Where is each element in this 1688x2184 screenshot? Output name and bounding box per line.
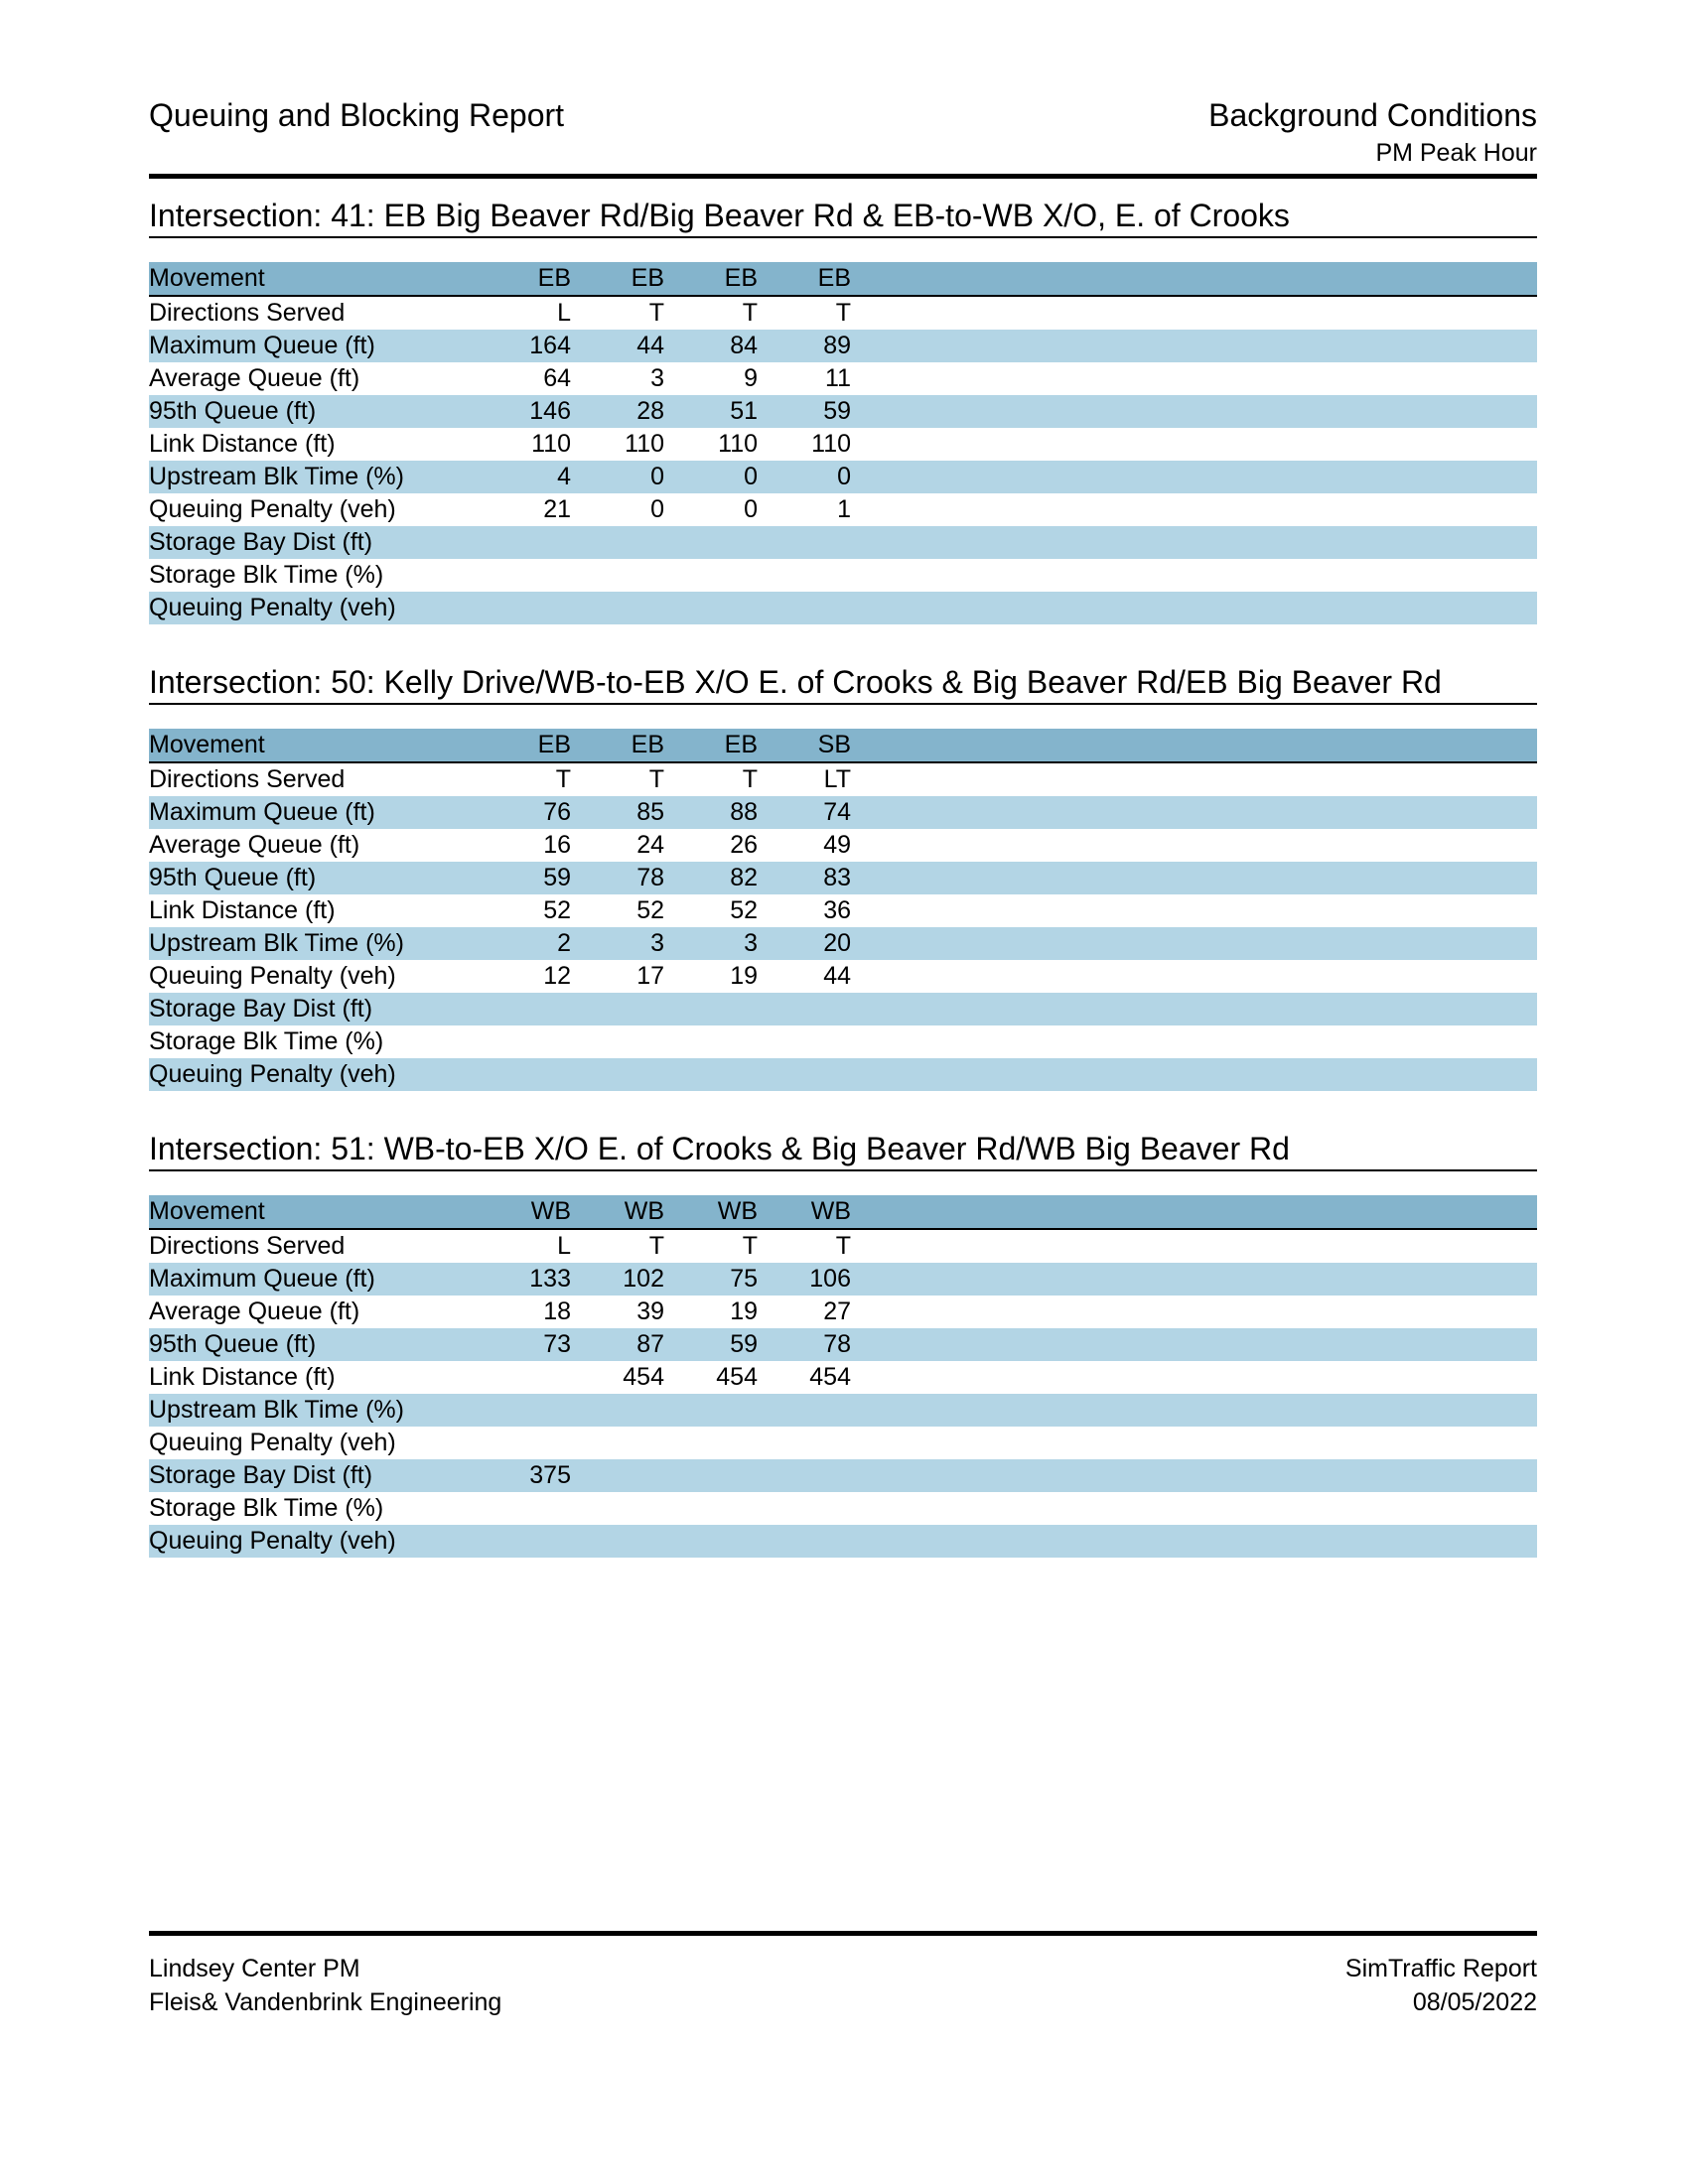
cell-value: EB bbox=[480, 262, 573, 296]
cell-value bbox=[760, 1025, 853, 1058]
row-filler bbox=[853, 1263, 1537, 1296]
cell-value: 106 bbox=[760, 1263, 853, 1296]
row-filler bbox=[853, 894, 1537, 927]
row-label: Link Distance (ft) bbox=[149, 1363, 336, 1391]
cell-value: 52 bbox=[636, 896, 664, 924]
cell-value bbox=[480, 1025, 573, 1058]
row-filler bbox=[853, 296, 1537, 330]
cell-value: 4 bbox=[480, 461, 573, 493]
table-row bbox=[149, 330, 1537, 362]
row-label: Average Queue (ft) bbox=[149, 831, 360, 859]
cell-value: 51 bbox=[666, 395, 760, 428]
cell-value: 87 bbox=[573, 1328, 666, 1361]
row-label: Storage Bay Dist (ft) bbox=[149, 993, 480, 1025]
cell-value: 78 bbox=[573, 862, 666, 894]
cell-value bbox=[573, 1394, 666, 1427]
cell-value bbox=[666, 559, 760, 592]
cell-value: 454 bbox=[716, 1363, 758, 1391]
row-filler bbox=[853, 461, 1537, 493]
row-label: Queuing Penalty (veh) bbox=[149, 1058, 480, 1091]
table-row bbox=[149, 1328, 1537, 1361]
cell-value bbox=[760, 1394, 853, 1427]
cell-value: 59 bbox=[760, 395, 853, 428]
cell-value bbox=[573, 1058, 666, 1091]
cell-value: 59 bbox=[480, 862, 573, 894]
cell-value: 44 bbox=[823, 962, 851, 990]
cell-value bbox=[666, 1427, 760, 1459]
cell-value: 83 bbox=[760, 862, 853, 894]
row-label: Storage Blk Time (%) bbox=[149, 1027, 384, 1055]
row-filler bbox=[853, 1025, 1537, 1058]
table-row bbox=[149, 395, 1537, 428]
row-filler bbox=[853, 1394, 1537, 1427]
row-label: Maximum Queue (ft) bbox=[149, 1263, 480, 1296]
cell-value bbox=[760, 1459, 853, 1492]
section-title: Intersection: 51: WB-to-EB X/O E. of Crooks & Big Beaver Rd/WB Big Beaver Rd bbox=[149, 1128, 1537, 1171]
cell-value: 52 bbox=[543, 896, 571, 924]
cell-value: 20 bbox=[760, 927, 853, 960]
cell-value bbox=[573, 526, 666, 559]
cell-value: 19 bbox=[730, 1297, 758, 1325]
cell-value: 24 bbox=[636, 831, 664, 859]
cell-value: 164 bbox=[480, 330, 573, 362]
row-label: 95th Queue (ft) bbox=[149, 862, 480, 894]
cell-value: T bbox=[648, 1232, 664, 1260]
cell-value bbox=[573, 1525, 666, 1558]
cell-value: 89 bbox=[760, 330, 853, 362]
cell-value: 110 bbox=[718, 430, 758, 458]
row-label: Maximum Queue (ft) bbox=[149, 796, 480, 829]
cell-value bbox=[760, 993, 853, 1025]
cell-value: 3 bbox=[573, 927, 666, 960]
cell-value: 2 bbox=[480, 927, 573, 960]
table-row bbox=[149, 296, 1537, 330]
row-label: Directions Served bbox=[149, 1232, 346, 1260]
cell-value bbox=[480, 526, 573, 559]
table-row bbox=[149, 362, 1537, 395]
row-filler bbox=[853, 428, 1537, 461]
table-row bbox=[149, 960, 1537, 993]
cell-value bbox=[480, 1058, 573, 1091]
table-row bbox=[149, 1229, 1537, 1263]
report-title: Queuing and Blocking Report bbox=[149, 97, 565, 133]
row-filler bbox=[853, 993, 1537, 1025]
footer-company: Fleis& Vandenbrink Engineering bbox=[149, 1988, 502, 2016]
cell-value: EB bbox=[480, 729, 573, 762]
table-row bbox=[149, 862, 1537, 894]
cell-value: L bbox=[557, 299, 571, 327]
cell-value: T bbox=[835, 299, 851, 327]
cell-value: 9 bbox=[744, 364, 758, 392]
row-filler bbox=[853, 862, 1537, 894]
row-label: 95th Queue (ft) bbox=[149, 1328, 480, 1361]
cell-value bbox=[666, 1025, 760, 1058]
cell-value: 454 bbox=[809, 1363, 851, 1391]
intersection-51-section bbox=[149, 1128, 1537, 1558]
row-filler bbox=[853, 592, 1537, 624]
cell-value bbox=[666, 1525, 760, 1558]
cell-value bbox=[760, 1058, 853, 1091]
cell-value bbox=[666, 592, 760, 624]
cell-value: 39 bbox=[636, 1297, 664, 1325]
table-row bbox=[149, 1025, 1537, 1058]
row-filler bbox=[853, 1525, 1537, 1558]
row-label: Upstream Blk Time (%) bbox=[149, 461, 480, 493]
cell-value: 64 bbox=[543, 364, 571, 392]
cell-value bbox=[760, 559, 853, 592]
table-row bbox=[149, 1525, 1537, 1558]
row-label: Queuing Penalty (veh) bbox=[149, 592, 480, 624]
row-label: Storage Blk Time (%) bbox=[149, 1494, 384, 1522]
row-label: Queuing Penalty (veh) bbox=[149, 495, 396, 523]
cell-value bbox=[573, 559, 666, 592]
table-row bbox=[149, 526, 1537, 559]
table-row bbox=[149, 461, 1537, 493]
cell-value: 74 bbox=[760, 796, 853, 829]
section-title: Intersection: 41: EB Big Beaver Rd/Big Beaver Rd & EB-to-WB X/O, E. of Crooks bbox=[149, 195, 1537, 238]
cell-value: 12 bbox=[543, 962, 571, 990]
cell-value: T bbox=[742, 1232, 758, 1260]
cell-value: 102 bbox=[573, 1263, 666, 1296]
section-title: Intersection: 50: Kelly Drive/WB-to-EB X/O E. of Crooks & Big Beaver Rd/EB Big Beaver Rd bbox=[149, 661, 1537, 705]
table-row bbox=[149, 927, 1537, 960]
cell-value: 18 bbox=[543, 1297, 571, 1325]
cell-value bbox=[573, 1459, 666, 1492]
cell-value: 52 bbox=[730, 896, 758, 924]
cell-value bbox=[760, 1525, 853, 1558]
cell-value: 44 bbox=[573, 330, 666, 362]
row-filler bbox=[853, 762, 1537, 796]
cell-value bbox=[480, 1427, 573, 1459]
row-label: Queuing Penalty (veh) bbox=[149, 962, 396, 990]
cell-value: 27 bbox=[823, 1297, 851, 1325]
row-label: Movement bbox=[149, 262, 480, 296]
header-rule bbox=[149, 174, 1537, 179]
cell-value: EB bbox=[666, 729, 760, 762]
intersection-41-section bbox=[149, 195, 1537, 624]
queue-table bbox=[149, 729, 1537, 1091]
page-header bbox=[149, 95, 1537, 179]
cell-value: 3 bbox=[650, 364, 664, 392]
footer-report-type: SimTraffic Report bbox=[1344, 1955, 1537, 1982]
cell-value: T bbox=[742, 765, 758, 793]
cell-value bbox=[666, 1492, 760, 1525]
row-filler bbox=[853, 493, 1537, 526]
cell-value: 73 bbox=[480, 1328, 573, 1361]
table-row bbox=[149, 1263, 1537, 1296]
row-filler bbox=[853, 829, 1537, 862]
row-label: Queuing Penalty (veh) bbox=[149, 1525, 480, 1558]
cell-value: T bbox=[555, 765, 571, 793]
cell-value: 1 bbox=[837, 495, 851, 523]
row-filler bbox=[853, 729, 1537, 762]
row-label: Average Queue (ft) bbox=[149, 364, 360, 392]
table-row bbox=[149, 829, 1537, 862]
cell-value: 0 bbox=[744, 495, 758, 523]
table-row bbox=[149, 428, 1537, 461]
row-label: Storage Bay Dist (ft) bbox=[149, 526, 480, 559]
row-filler bbox=[853, 1361, 1537, 1394]
cell-value: 75 bbox=[666, 1263, 760, 1296]
row-filler bbox=[853, 330, 1537, 362]
table-header-row bbox=[149, 262, 1537, 296]
cell-value: T bbox=[742, 299, 758, 327]
cell-value bbox=[666, 1459, 760, 1492]
cell-value: 84 bbox=[666, 330, 760, 362]
cell-value bbox=[666, 526, 760, 559]
cell-value: EB bbox=[760, 262, 853, 296]
footer-date: 08/05/2022 bbox=[1412, 1988, 1537, 2016]
table-row bbox=[149, 894, 1537, 927]
cell-value: T bbox=[648, 765, 664, 793]
table-row bbox=[149, 1492, 1537, 1525]
cell-value: 21 bbox=[543, 495, 571, 523]
cell-value bbox=[573, 1427, 666, 1459]
cell-value bbox=[480, 1525, 573, 1558]
row-filler bbox=[853, 960, 1537, 993]
cell-value: T bbox=[648, 299, 664, 327]
cell-value: 110 bbox=[625, 430, 664, 458]
row-label: Directions Served bbox=[149, 765, 346, 793]
cell-value bbox=[760, 592, 853, 624]
cell-value: 17 bbox=[636, 962, 664, 990]
cell-value: 110 bbox=[531, 430, 571, 458]
queue-table bbox=[149, 1195, 1537, 1558]
cell-value bbox=[666, 993, 760, 1025]
cell-value: 26 bbox=[730, 831, 758, 859]
footer-project: Lindsey Center PM bbox=[149, 1955, 360, 1982]
row-filler bbox=[853, 262, 1537, 296]
table-row bbox=[149, 993, 1537, 1025]
cell-value: 19 bbox=[730, 962, 758, 990]
cell-value bbox=[573, 1492, 666, 1525]
cell-value bbox=[480, 559, 573, 592]
table-row bbox=[149, 1459, 1537, 1492]
table-row bbox=[149, 1427, 1537, 1459]
cell-value: 110 bbox=[811, 430, 851, 458]
table-row bbox=[149, 1058, 1537, 1091]
table-header-row bbox=[149, 1195, 1537, 1229]
table-row bbox=[149, 559, 1537, 592]
cell-value: 0 bbox=[650, 495, 664, 523]
cell-value: SB bbox=[760, 729, 853, 762]
cell-value: 28 bbox=[573, 395, 666, 428]
cell-value: 0 bbox=[666, 461, 760, 493]
table-row bbox=[149, 1296, 1537, 1328]
row-filler bbox=[853, 526, 1537, 559]
cell-value bbox=[480, 1492, 573, 1525]
row-label: Movement bbox=[149, 729, 480, 762]
cell-value: 82 bbox=[666, 862, 760, 894]
row-filler bbox=[853, 1427, 1537, 1459]
cell-value: 146 bbox=[480, 395, 573, 428]
row-label: Upstream Blk Time (%) bbox=[149, 927, 480, 960]
row-label: Maximum Queue (ft) bbox=[149, 330, 480, 362]
cell-value: WB bbox=[480, 1195, 573, 1229]
cell-value: WB bbox=[760, 1195, 853, 1229]
row-filler bbox=[853, 1492, 1537, 1525]
row-label: Average Queue (ft) bbox=[149, 1297, 360, 1325]
cell-value: 0 bbox=[760, 461, 853, 493]
scenario-title: Background Conditions bbox=[1208, 97, 1537, 133]
cell-value: EB bbox=[666, 262, 760, 296]
row-label: Storage Bay Dist (ft) bbox=[149, 1459, 480, 1492]
cell-value bbox=[573, 993, 666, 1025]
cell-value: 78 bbox=[760, 1328, 853, 1361]
cell-value bbox=[573, 1025, 666, 1058]
cell-value: 11 bbox=[825, 364, 851, 392]
row-filler bbox=[853, 1229, 1537, 1263]
intersection-50-section bbox=[149, 661, 1537, 1091]
cell-value: 454 bbox=[623, 1363, 664, 1391]
row-label: Movement bbox=[149, 1195, 480, 1229]
row-label: Upstream Blk Time (%) bbox=[149, 1394, 480, 1427]
cell-value: 49 bbox=[823, 831, 851, 859]
row-label: Storage Blk Time (%) bbox=[149, 561, 384, 589]
row-label: Link Distance (ft) bbox=[149, 430, 336, 458]
row-label: Queuing Penalty (veh) bbox=[149, 1429, 396, 1456]
cell-value: 0 bbox=[573, 461, 666, 493]
cell-value: 3 bbox=[666, 927, 760, 960]
table-header-row bbox=[149, 729, 1537, 762]
cell-value: 88 bbox=[666, 796, 760, 829]
table-row bbox=[149, 1361, 1537, 1394]
row-filler bbox=[853, 1195, 1537, 1229]
row-label: 95th Queue (ft) bbox=[149, 395, 480, 428]
cell-value: 133 bbox=[480, 1263, 573, 1296]
footer-rule bbox=[149, 1931, 1537, 1936]
cell-value: 375 bbox=[480, 1459, 573, 1492]
cell-value: 59 bbox=[666, 1328, 760, 1361]
cell-value: 85 bbox=[573, 796, 666, 829]
cell-value: EB bbox=[573, 729, 666, 762]
cell-value: LT bbox=[823, 765, 851, 793]
row-filler bbox=[853, 559, 1537, 592]
cell-value bbox=[760, 1492, 853, 1525]
row-filler bbox=[853, 362, 1537, 395]
row-label: Link Distance (ft) bbox=[149, 896, 336, 924]
cell-value: L bbox=[557, 1232, 571, 1260]
table-row bbox=[149, 592, 1537, 624]
row-label: Directions Served bbox=[149, 299, 346, 327]
cell-value bbox=[666, 1058, 760, 1091]
row-filler bbox=[853, 1296, 1537, 1328]
cell-value bbox=[480, 592, 573, 624]
queue-table bbox=[149, 262, 1537, 624]
scenario-subtitle: PM Peak Hour bbox=[1375, 139, 1537, 167]
cell-value: EB bbox=[573, 262, 666, 296]
table-row bbox=[149, 493, 1537, 526]
cell-value bbox=[480, 1361, 573, 1394]
table-row bbox=[149, 762, 1537, 796]
cell-value: WB bbox=[573, 1195, 666, 1229]
cell-value: 76 bbox=[480, 796, 573, 829]
cell-value bbox=[760, 1427, 853, 1459]
row-filler bbox=[853, 796, 1537, 829]
cell-value: WB bbox=[666, 1195, 760, 1229]
row-filler bbox=[853, 1328, 1537, 1361]
cell-value bbox=[666, 1394, 760, 1427]
cell-value: T bbox=[835, 1232, 851, 1260]
row-filler bbox=[853, 1459, 1537, 1492]
table-row bbox=[149, 796, 1537, 829]
cell-value: 36 bbox=[823, 896, 851, 924]
cell-value bbox=[573, 592, 666, 624]
row-filler bbox=[853, 927, 1537, 960]
cell-value: 16 bbox=[543, 831, 571, 859]
cell-value bbox=[480, 1394, 573, 1427]
row-filler bbox=[853, 395, 1537, 428]
table-row bbox=[149, 1394, 1537, 1427]
row-filler bbox=[853, 1058, 1537, 1091]
cell-value bbox=[760, 526, 853, 559]
cell-value bbox=[480, 993, 573, 1025]
